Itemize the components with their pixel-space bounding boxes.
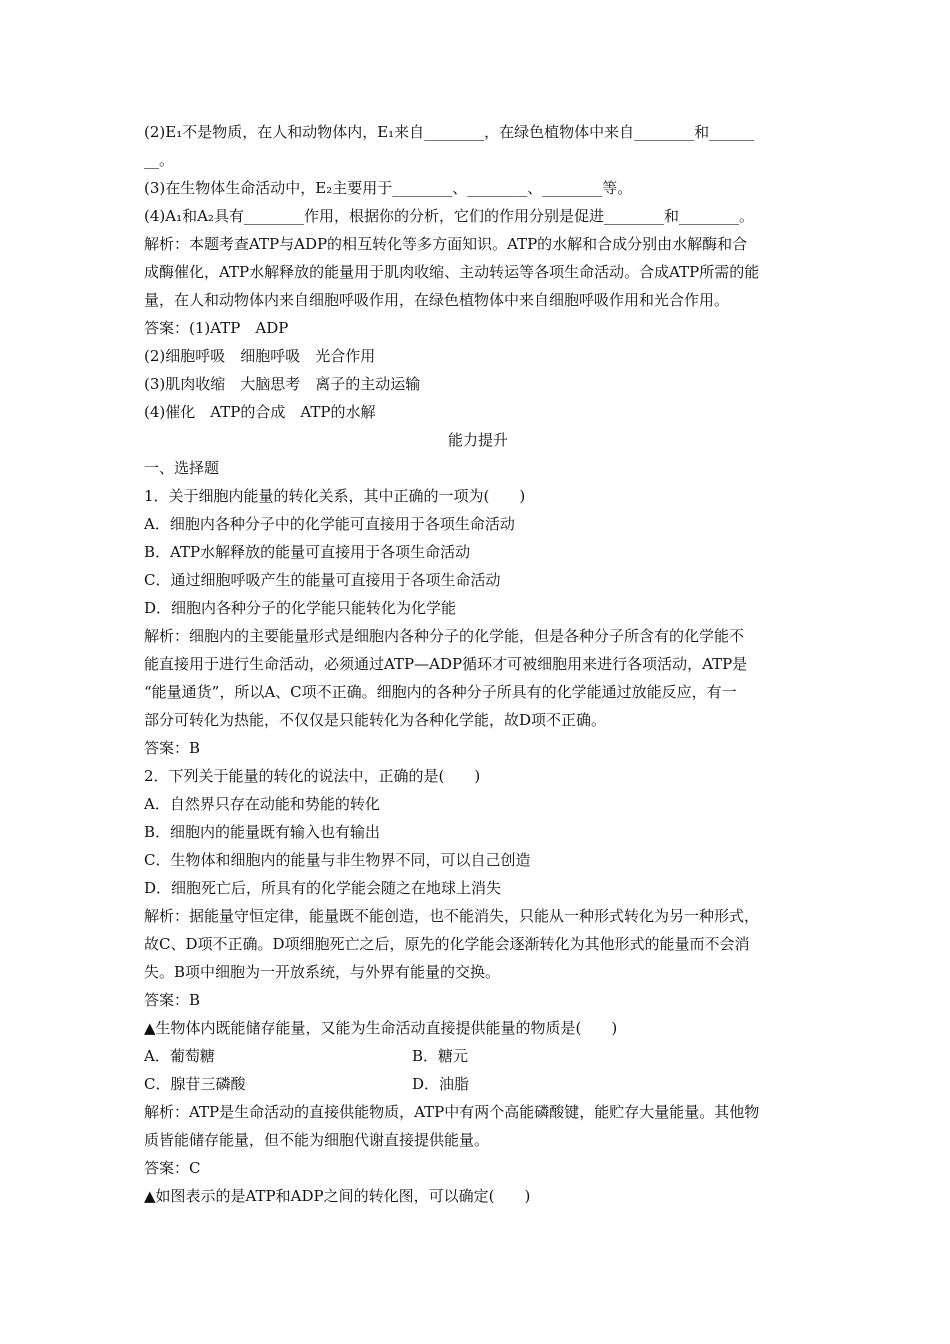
answer-line: (3)肌肉收缩 大脑思考 离子的主动运输 [144,375,421,393]
answer-line: 答案：C [144,1159,201,1177]
analysis-line: 解析：ATP是生命活动的直接供能物质，ATP中有两个高能磷酸键，能贮存大量能量。其他物 [144,1103,760,1121]
answer-line: 答案：B [144,739,201,757]
section-title: 能力提升 [447,431,508,449]
question-3: ▲生物体内既能储存能量，又能为生命活动直接提供能量的物质是( ) [144,1019,618,1037]
option-a: A．自然界只存在动能和势能的转化 [144,795,380,813]
document-body [144,118,812,1210]
analysis-line: “能量通货”，所以A、C项不正确。细胞内的各种分子所具有的化学能通过放能反应，有一 [144,683,737,701]
option-c: C．生物体和细胞内的能量与非生物界不同，可以自己创造 [144,851,531,869]
analysis-line: 解析：本题考查ATP与ADP的相互转化等多方面知识。ATP的水解和合成分别由水解酶和合 [144,235,748,253]
answer-line: (2)细胞呼吸 细胞呼吸 光合作用 [144,347,376,365]
option-d: D．油脂 [412,1075,470,1093]
analysis-line: 故C、D项不正确。D项细胞死亡之后，原先的化学能会逐渐转化为其他形式的能量而不会消 [144,935,750,953]
answer-line: (4)催化 ATP的合成 ATP的水解 [144,403,376,421]
question-part-2-continued: __。 [144,151,175,169]
option-c: C．通过细胞呼吸产生的能量可直接用于各项生命活动 [144,571,501,589]
question-4: ▲如图表示的是ATP和ADP之间的转化图，可以确定( ) [144,1187,531,1205]
analysis-line: 成酶催化，ATP水解释放的能量用于肌肉收缩、主动转运等各项生命活动。合成ATP所需的能 [144,263,760,281]
analysis-line: 量，在人和动物体内来自细胞呼吸作用，在绿色植物体中来自细胞呼吸作用和光合作用。 [144,291,730,309]
analysis-line: 失。B项中细胞为一开放系统，与外界有能量的交换。 [144,963,501,981]
answer-line: 答案：(1)ATP ADP [144,319,289,337]
question-part-3: (3)在生物体生命活动中，E₂主要用于________、________、________等。 [144,179,633,197]
question-part-4: (4)A₁和A₂具有________作用，根据你的分析，它们的作用分别是促进________和________。 [144,207,754,225]
options-row [144,1042,812,1070]
option-b: B．ATP水解释放的能量可直接用于各项生命活动 [144,543,471,561]
option-c: C．腺苷三磷酸 [144,1075,246,1093]
analysis-line: 能直接用于进行生命活动，必须通过ATP—ADP循环才可被细胞用来进行各项活动，ATP是 [144,655,748,673]
question-1: 1．关于细胞内能量的转化关系，其中正确的一项为( ) [144,487,526,505]
option-b: B．糖元 [412,1047,469,1065]
option-b: B．细胞内的能量既有输入也有输出 [144,823,381,841]
option-a: A．葡萄糖 [144,1047,215,1065]
options-row [144,1070,812,1098]
analysis-line: 部分可转化为热能，不仅仅是只能转化为各种化学能，故D项不正确。 [144,711,607,729]
analysis-line: 解析：细胞内的主要能量形式是细胞内各种分子的化学能，但是各种分子所含有的化学能不 [144,627,745,645]
answer-line: 答案：B [144,991,201,1009]
option-a: A．细胞内各种分子中的化学能可直接用于各项生命活动 [144,515,515,533]
option-d: D．细胞死亡后，所具有的化学能会随之在地球上消失 [144,879,502,897]
option-d: D．细胞内各种分子的化学能只能转化为化学能 [144,599,457,617]
section-heading: 一、选择题 [144,459,220,477]
question-part-2: (2)E₁不是物质，在人和动物体内，E₁来自________，在绿色植物体中来自________和______ [144,123,755,141]
analysis-line: 质皆能储存能量，但不能为细胞代谢直接提供能量。 [144,1131,490,1149]
analysis-line: 解析：据能量守恒定律，能量既不能创造，也不能消失，只能从一种形式转化为另一种形式， [144,907,760,925]
question-2: 2．下列关于能量的转化的说法中，正确的是( ) [144,767,481,785]
